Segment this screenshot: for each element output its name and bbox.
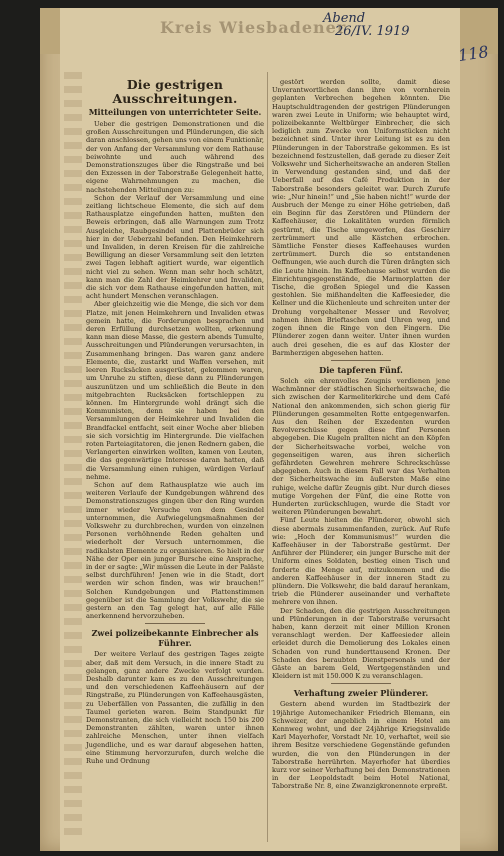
handwritten-date-line1: Abend xyxy=(323,11,366,26)
article-paragraph: Gestern abend wurden im Stadtbezirk der 19jährige Automechaniker Friedrich Blemann, ein Schweizer, der angeblich in einem Hotel am Kennweg wohnt, und der 24jährige Kriegsinvalide Karl Mayerhofer, Vorstadt Nr. 10, verhaftet, weil sie ihrem Besitze verschiedene Gegenstände gefunden wurden, die von den Plünderungen in der Taborstraße herrührten. Mayerhofer hat überdies kurz vor seiner Verhaftung bei den Demonstrationen in der Leopoldstadt beim Hotel National, Taborstraße Nr. 8, eine Zwanzigkronennote erpreßt. xyxy=(272,700,450,791)
handwritten-date-line2: 26/IV. 1919 xyxy=(335,24,410,39)
article-paragraph: Solch ein ehrenvolles Zeugnis verdienen jene Wachmänner der städtischen Sicherheitswache, die sich zwischen der Karmeliterkirche und dem Café National den ankommenden, sich schon gierig für Plünderungen gesammelten Rotte entgegenwarfen. Aus den Reihen der Exzedenten wurden Revolverschüsse gegen diese fünf Personen abgegeben. Die Kugeln prallten nicht an den Köpfen der Sicherheitswache vorbei, welche von gegenseitigen waren, aus ihren sicherlich gefährdeten Gewehren mehrere Schreckschüsse abgegeben. Auch in diesem Fall war das Verhalten der Sicherheitswache im äußersten Maße eine ruhige, welche dafür Zeugnis gibt. Nur durch dieses mutige Vorgehen der Fünf, die eine Rotte von Hunderten zurückschlugen, wurde die Stadt vor weiteren Plünderungen bewahrt. xyxy=(272,376,450,517)
article-subheadline: Mitteilungen von unterrichteter Seite. xyxy=(88,107,262,117)
section-rule xyxy=(331,360,391,361)
article-paragraph: Der Schaden, den die gestrigen Ausschreitungen und Plünderungen in der Taborstraße verursacht haben, kann derzeit mit einer Million Kronen veranschlagt werden. Der Kaffeesieder allein erleidet durch die Demolierung des Lokales einen Schaden von rund hunderttausend Kronen. Der Schaden des beraubten Dienstpersonals und der Gäste an barem Geld, Wertgegenständen und Kleidern ist mit 150.000 K zu veranschlagen. xyxy=(272,606,450,681)
article-column-left xyxy=(86,78,264,765)
newspaper-clipping xyxy=(40,8,498,851)
article-column-right xyxy=(272,78,450,791)
section-heading-einbrecher: Zwei polizeibekannte Einbrecher als Führer. xyxy=(91,628,259,649)
section-rule xyxy=(145,623,205,624)
article-paragraph: Der weitere Verlauf des gestrigen Tages zeigte aber, daß mit dem Versuch, in die innere Stadt zu gelangen, ganz andere Zwecke verfolgt wurden. Deshalb darunter kam es zu den Ausschreitungen und den verschiedenen Kaffeehäusern auf der Ringstraße, zu Plünderungen von Kaffeehausgästen, zu Ueberfällen von Passanten, die zufällig in den Taumel gerieten waren. Beim Standpunkt für Demonstranten, die sich vielleicht noch 150 bis 200 Demonstranten zählten, waren unter ihnen zahlreiche Menschen, unter ihnen vielfach Jugendliche, und es war darauf abgesehen hatten, eine Stimmung hervorzurufen, durch welche die Ruhe und Ordnung xyxy=(86,650,264,766)
article-paragraph: Aber gleichzeitig wie die Menge, die sich vor dem Platze, mit jenen Heimkehrern und Invaliden etwas gemein hatte, die Forderungen besprachen und deren Erfüllung durchsetzen wollten, erkennung kann man diese Masse, die gestern abends Tumulte, Ausschreitungen und Plünderungen verursachten, in Zusammenhang bringen. Das waren ganz andere Elemente, die, zustarkt und Waffen versehen, mit leeren Rucksäcken ausgerüstet, gekommen waren, um Unruhe zu stiften, diese dann zu Plünderungen auszunützen und um schließlich die Beute in den mitgebrachten Rucksäcken fortschleppen zu können. Im Hintergrunde wohl drängt sich die Kommunisten, denn sie haben bei den Versammlungen der Heimkehrer und Invaliden die Brandfackel entfacht, seit einer Woche aber blieben sie sich vorsichtig im Hintergrunde. Die vielfachen roten Parteiagitatoren, die jenen Rednern gaben, die Verlangerten einwirken wollten, kamen von Leuten, die das gegenwärtige Interesse daran hatten, daß die Versammlung einen ruhigen, würdigen Verlauf nehme. xyxy=(86,300,264,481)
archive-number: 118 xyxy=(456,41,490,66)
clipping-edge xyxy=(64,72,82,842)
masthead-remnant: Kreis Wiesbadener xyxy=(160,18,347,37)
article-paragraph: Fünf Leute hielten die Plünderer, obwohl sich diese abermals zusammenfanden, zurück. Auf Rufe wie: „Hoch der Kommunismus!“ wurden die Kaffeehäuser in der Taborstraße gestürmt. Der Anführer der Plünderer, ein junger Bursche mit der Uniform eines Soldaten, bestieg einen Tisch und forderte die Menge auf, mitzukommen und die anderen Kaffeehäuser in der inneren Stadt zu plündern. Die Volkswehr, die bald darauf herankam, trieb die Plünderer auseinander und verhaftete mehrere von ihnen. xyxy=(272,516,450,607)
column-divider xyxy=(267,72,268,842)
section-heading-tapferen-fuenf: Die tapferen Fünf. xyxy=(319,364,403,375)
section-heading-verhaftung: Verhaftung zweier Plünderer. xyxy=(293,688,429,699)
article-paragraph: Ueber die gestrigen Demonstrationen und die großen Ausschreitungen und Plünderungen, die sich daran anschlossen, gehen uns von einem Funktionär, der von Anfang der Versammlung vor dem Rathause beiwohnte und auch während des Demonstrationszuges über die Ringstraße und bei den Exzessen in der Taborstraße Gelegenheit hatte, eigene Wahrnehmungen zu machen, die nachstehenden Mitteilungen zu: xyxy=(86,120,264,194)
article-paragraph: Schon auf dem Rathausplatze wie auch im weiteren Verlaufe der Kundgebungen während des Demonstrationszuges gingen über den Ring wurden immer wieder Versuche von dem Gesindel unternommen, die Aufwiegelungsmaßnahmen der Volkswehr zu durchbrechen, wurden von einzelnen Personen verhöhnende Reden gehalten und wiederholt der Versuch unternommen, die radikalsten Elemente zu organisieren. So hielt in der Nähe der Oper ein junger Bursche eine Ansprache, in der er sagte: „Wir müssen die Leute in der Paläste selbst durchführen! Jenen wie in die Stadt, dort werden wir schon finden, was wir brauchen!“ Solchen Kundgebungen und Plattenstimmen gegenüber ist die Sammlung der Volkswehr, die sie gestern an den Tag gelegt hat, auf alle Fälle anerkennend hervorzuheben. xyxy=(86,480,264,621)
article-paragraph: Schon der Verlauf der Versammlung und eine zeitlang lichtscheue Elemente, die sich auf dem Rathausplatze eingefunden hatten, mußten den Beweis erbringen, daß alle Warnungen zum Trotz Ausgleiche, Raubgesindel und Plattenbrüder sich hier in der Ueberzahl befanden. Den Heimkehrern und Invaliden, in deren Kreisen für die zahlreiche Bewilligung an dieser Versammlung seit den letzten zwei Tagen lebhaft agitiert wurde, war eigentlich nicht viel zu sehen. Wenn man sehr hoch schätzt, kann man die Zahl der Heimkehrer und Invaliden, die sich vor dem Rathause eingefunden hatten, mit acht hundert Menschen veranschlagen. xyxy=(86,193,264,301)
article-paragraph: gestört werden sollte, damit diese Unverantwortlichen dann ihre von vornherein geplanten Verbrechen begehen könnten. Die Hauptschuldtragenden der gestrigen Plünderungen waren zwei Leute in Uniform; wie behauptet wird, polizeibekannte Weltbürger Einbrecher, die sich lediglich zum Zwecke von Uniformstücken nicht bezeichnet sind. Unter ihrer Leitung ist es zu den Plünderungen in der Taborstraße gekommen. Es ist bezeichnend festzustellen, daß gerade zu dieser Zeit Volkswehr und Sicherheitswache an anderen Stellen in Verwendung gestanden sind, und daß der Ueberfall auf das Café Produktion in der Taborstraße besonders geleitet war. Durch Zurufe wie: „Nur hinein!“ und „Sie haben nicht!“ wurde der Ausbruch der Menge zu einer Höhe getrieben, daß ein Beginn für das Zerstören und Plündern der Kaffeehäuser, die Lokalitäten wurden förmlich gestürmt, die Tische umgeworfen, das Geschirr zertrümmert und alle Kästchen erbrochen. Sämtliche Fenster dieses Kaffeehauses wurden zertrümmert. Durch die so entstandenen Oeffnungen, wie auch durch die Türen drängten sich die Leute hinein. Im Kaffeehause selbst wurden die Einrichtungsgegenstände, die Marmorplatten der Tische, die großen Spiegel und die Kassen gestohlen. Sie mißhandelten die Kaffeesieder, die Kellner und die Küchenleute und schreiten unter der Drohung vorgehaltener Messer und Revolver, nahmen ihnen Brieftaschen und Uhren weg, und zogen ihnen die Ringe von den Fingern. Die Plünderer zogen dann weiter. Unter ihnen wurden auch drei gesehen, die es auf das Kloster der Barmherzigen abgesehen hatten. xyxy=(272,78,450,357)
section-rule xyxy=(331,683,391,684)
article-headline: Die gestrigen Ausschreitungen. xyxy=(112,77,238,106)
handwritten-date xyxy=(323,12,433,38)
